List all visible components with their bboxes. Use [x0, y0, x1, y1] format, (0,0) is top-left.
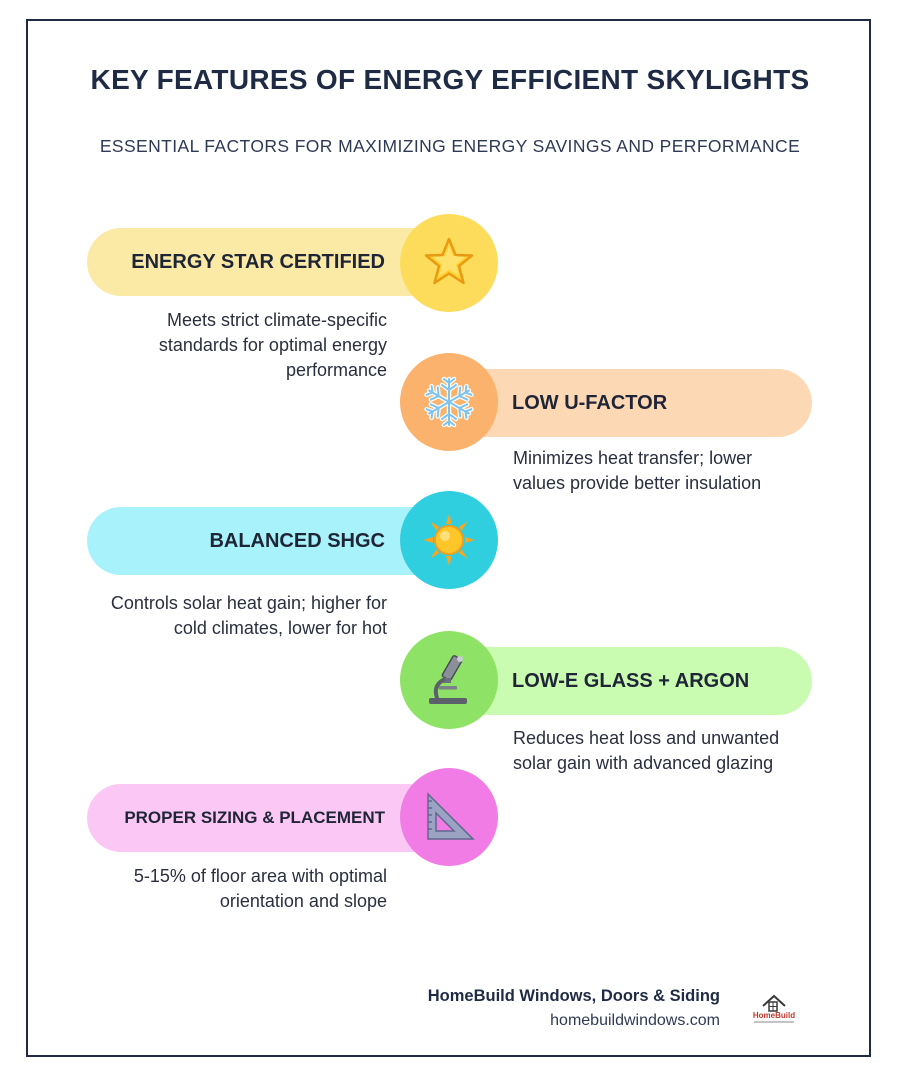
- microscope-icon: [421, 652, 477, 708]
- star-icon: [421, 235, 477, 291]
- sun-icon: [421, 512, 477, 568]
- feature-desc-proper-sizing: 5-15% of floor area with optimal orientation and slope: [133, 866, 387, 911]
- snowflake-icon: [421, 374, 477, 430]
- footer-company-name: HomeBuild Windows, Doors & Siding: [427, 987, 720, 1005]
- triangle-ruler-icon: [421, 789, 477, 845]
- page-title: KEY FEATURES OF ENERGY EFFICIENT SKYLIGHTS: [90, 64, 810, 95]
- feature-circle-energy-star: [400, 214, 498, 312]
- feature-pill-proper-sizing: [87, 784, 447, 852]
- feature-label-proper-sizing: PROPER SIZING & PLACEMENT: [124, 808, 385, 827]
- svg-text:HomeBuild: HomeBuild: [752, 1011, 796, 1020]
- feature-desc-low-e-glass: Reduces heat loss and unwanted solar gain with advanced glazing: [513, 728, 780, 773]
- page-subtitle: ESSENTIAL FACTORS FOR MAXIMIZING ENERGY SAVINGS AND PERFORMANCE: [99, 136, 801, 156]
- feature-circle-low-u-factor: [400, 353, 498, 451]
- feature-pill-energy-star: [87, 228, 447, 296]
- feature-circle-proper-sizing: [400, 768, 498, 866]
- feature-pill-balanced-shgc: [87, 507, 447, 575]
- footer-url: homebuildwindows.com: [550, 1012, 720, 1029]
- homebuild-logo: [748, 992, 800, 1026]
- feature-circle-balanced-shgc: [400, 491, 498, 589]
- feature-label-low-u-factor: LOW U-FACTOR: [512, 391, 668, 414]
- feature-desc-energy-star: Meets strict climate-specific standards for optimal energy performance: [158, 310, 387, 380]
- feature-desc-low-u-factor: Minimizes heat transfer; lower values provide better insulation: [513, 448, 762, 493]
- feature-label-energy-star: ENERGY STAR CERTIFIED: [131, 250, 385, 273]
- feature-pill-low-e-glass: [450, 647, 812, 715]
- feature-pill-low-u-factor: [450, 369, 812, 437]
- feature-label-balanced-shgc: BALANCED SHGC: [209, 529, 385, 552]
- feature-desc-balanced-shgc: Controls solar heat gain; higher for cold climates, lower for hot: [110, 593, 387, 638]
- feature-label-low-e-glass: LOW-E GLASS + ARGON: [512, 669, 750, 692]
- feature-circle-low-e-glass: [400, 631, 498, 729]
